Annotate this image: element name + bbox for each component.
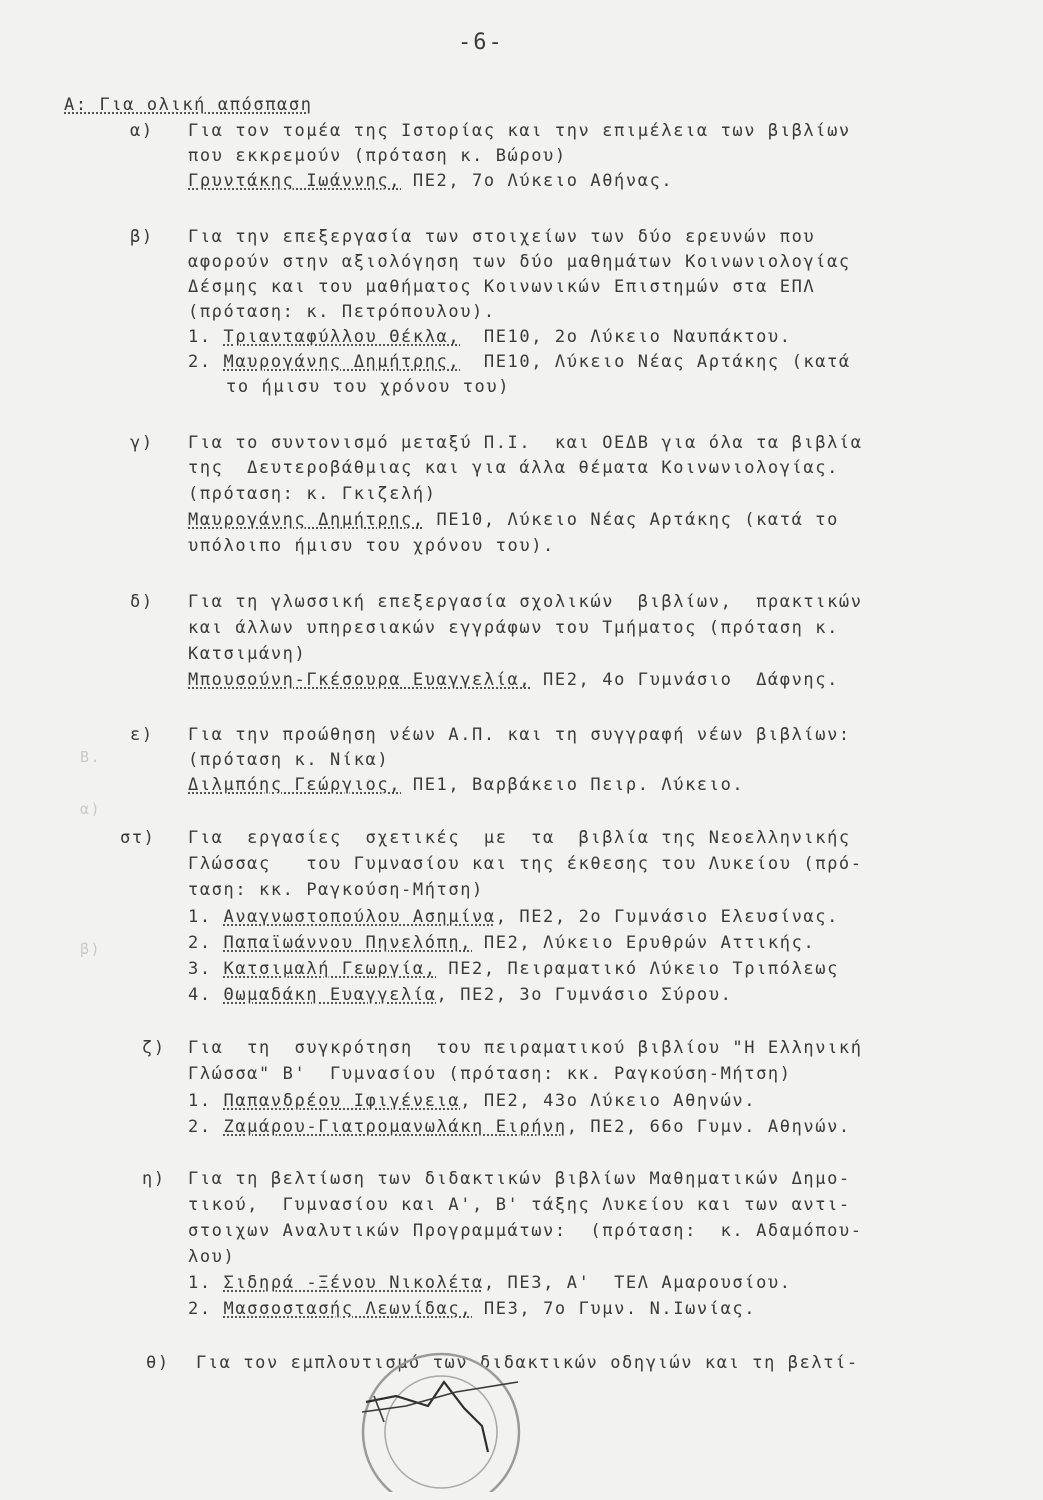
appointee-name: Σιδηρά -Ξένου Νικολέτα [223,1273,484,1293]
appointee-details: ΠΕ2, 4ο Γυμνάσιο Δάφνης. [531,670,839,690]
item-text-line: ταση: κκ. Ραγκούση-Μήτση) [188,880,484,900]
list-number: 1. [188,907,224,927]
appointee-line [188,1298,756,1320]
bleed-through-mark: Β. [80,748,102,766]
list-number: 2. [188,352,224,372]
appointee-line [188,774,744,796]
list-number: 1. [188,1273,224,1293]
appointee-details: ΠΕ3, 7ο Γυμν. Ν.Ιωνίας. [472,1299,757,1319]
section-heading: Α: Για ολική απόσπαση [64,95,313,115]
appointee-details: , ΠΕ2, 2ο Γυμνάσιο Ελευσίνας. [495,907,839,927]
item-marker: δ) [130,592,154,612]
list-number: 3. [188,959,224,979]
item-marker: στ) [120,828,156,848]
item-text-line: που εκκρεμούν (πρόταση κ. Βώρου) [188,146,567,166]
item-text-line: υπόλοιπο ήμισυ του χρόνου του). [188,536,555,556]
appointee-details: ΠΕ10, Λύκειο Νέας Αρτάκης (κατά το [424,510,839,530]
item-marker: β) [130,227,154,247]
item-marker: ε) [130,725,154,745]
appointee-name: Μπουσούνη-Γκέσουρα Ευαγγελία, [188,670,532,690]
appointee-line [188,170,673,192]
appointee-line [188,958,839,980]
appointee-line [188,326,792,348]
appointee-line [188,984,732,1006]
item-text-line: Για την προώθηση νέων Α.Π. και τη συγγραφή νέων βιβλίων: [188,725,851,745]
item-text-line: (πρόταση κ. Νίκα) [188,750,390,770]
appointee-line [188,509,839,531]
appointee-details: , ΠΕ2, 3ο Γυμνάσιο Σύρου. [436,985,733,1005]
item-text-line: αφορούν στην αξιολόγηση των δύο μαθημάτων Κοινωνιολογίας [188,252,851,272]
item-text-line: στοιχων Αναλυτικών Προγραμμάτων: (πρόταση: κ. Αδαμόπου- [188,1221,863,1241]
item-text-line: Για τη βελτίωση των διδακτικών βιβλίων Μαθηματικών Δημο- [188,1169,851,1189]
appointee-line [188,1272,792,1294]
item-text-line: τικού, Γυμνασίου και Α', Β' τάξης Λυκείου και των αντι- [188,1195,851,1215]
bleed-through-mark: α) [80,800,102,818]
appointee-details: ΠΕ2, 7ο Λύκειο Αθήνας. [401,171,674,191]
appointee-name: Διλμπόης Γεώργιος, [188,775,402,795]
appointee-line [188,1116,851,1138]
appointee-name: Τριανταφύλλου Θέκλα, [223,327,461,347]
appointee-name: Γρυντάκης Ιωάννης, [188,171,402,191]
appointee-name: Παπαϊωάννου Πηνελόπη, [223,933,473,953]
appointee-details: , ΠΕ2, 43ο Λύκειο Αθηνών. [460,1091,757,1111]
appointee-line [188,669,839,691]
page-number: -6- [458,30,504,55]
appointee-name: Παπανδρέου Ιφιγένεια [223,1091,461,1111]
list-number: 2. [188,1299,224,1319]
appointee-details: ΠΕ10, Λύκειο Νέας Αρτάκης (κατά [460,352,851,372]
appointee-name: Αναγνωστοπούλου Ασημίνα [223,907,496,927]
appointee-name: Μασσοστασής Λεωνίδας, [223,1299,473,1319]
appointee-name: Θωμαδάκη Ευαγγελία [223,985,437,1005]
item-text-line: Δέσμης και του μαθήματος Κοινωνικών Επιστημών στα ΕΠΛ [188,277,816,297]
list-number: 1. [188,327,224,347]
bleed-through-mark: β) [80,940,102,958]
list-number: 2. [188,1117,224,1137]
appointee-line [188,351,851,373]
appointee-name: Μαυρογάνης Δημήτρης, [188,510,425,530]
appointee-line [188,1090,756,1112]
appointee-details: , ΠΕ3, Α' ΤΕΛ Αμαρουσίου. [483,1273,792,1293]
list-number: 2. [188,933,224,953]
appointee-details: , ΠΕ2, 66ο Γυμν. Αθηνών. [566,1117,851,1137]
item-text-line: (πρόταση: κ. Πετρόπουλου). [188,302,496,322]
official-stamp-icon [336,1352,546,1492]
item-text-line: και άλλων υπηρεσιακών εγγράφων του Τμήματος (πρόταση κ. [188,618,839,638]
list-number: 1. [188,1091,224,1111]
item-text-line: Για τη γλωσσική επεξεργασία σχολικών βιβλίων, πρακτικών [188,592,863,612]
item-text-line: Κατσιμάνη) [188,644,307,664]
item-text-line: λου) [188,1247,236,1267]
appointee-details: ΠΕ2, Λύκειο Ερυθρών Αττικής. [472,933,816,953]
item-text-line: Για το συντονισμό μεταξύ Π.Ι. και ΟΕΔΒ για όλα τα βιβλία [188,433,863,453]
appointee-name: Ζαμάρου-Γιατρομανωλάκη Ειρήνη [223,1117,567,1137]
item-text-line: Για την επεξεργασία των στοιχείων των δύο ερευνών που [188,227,816,247]
appointee-name: Κατσιμαλή Γεωργία, [223,959,437,979]
appointee-line [188,932,815,954]
list-number: 4. [188,985,224,1005]
appointee-details: ΠΕ1, Βαρβάκειο Πειρ. Λύκειο. [401,775,745,795]
item-text-line: Για εργασίες σχετικές με τα βιβλία της Νεοελληνικής [188,828,851,848]
appointee-name: Μαυρογάνης Δημήτρης, [223,352,461,372]
item-text-line: (πρόταση: κ. Γκιζελή) [188,484,437,504]
item-text-line: Για τον εμπλουτισμό των διδακτικών οδηγιών και τη βελτί- [196,1353,859,1373]
item-marker: γ) [130,433,154,453]
item-text-line: Για τον τομέα της Ιστορίας και την επιμέλεια των βιβλίων [188,121,851,141]
item-text-line: Για τη συγκρότηση του πειραματικού βιβλίου "Η Ελληνική [188,1038,863,1058]
item-text-line: της Δευτεροβάθμιας και για άλλα θέματα Κοινωνιολογίας. [188,458,839,478]
item-text-line: Γλώσσα" Β' Γυμνασίου (πρόταση: κκ. Ραγκούση-Μήτση) [188,1064,792,1084]
appointee-line [188,906,839,928]
appointee-details: ΠΕ10, 2ο Λύκειο Ναυπάκτου. [460,327,792,347]
item-marker: η) [142,1169,166,1189]
item-marker: α) [130,121,154,141]
appointee-details: ΠΕ2, Πειραματικό Λύκειο Τριπόλεως [436,959,839,979]
item-text-line: Γλώσσας του Γυμνασίου και της έκθεσης του Λυκείου (πρό- [188,854,863,874]
item-marker: θ) [146,1353,170,1373]
item-marker: ζ) [142,1038,166,1058]
item-text-line: το ήμισυ του χρόνου του) [226,377,511,397]
